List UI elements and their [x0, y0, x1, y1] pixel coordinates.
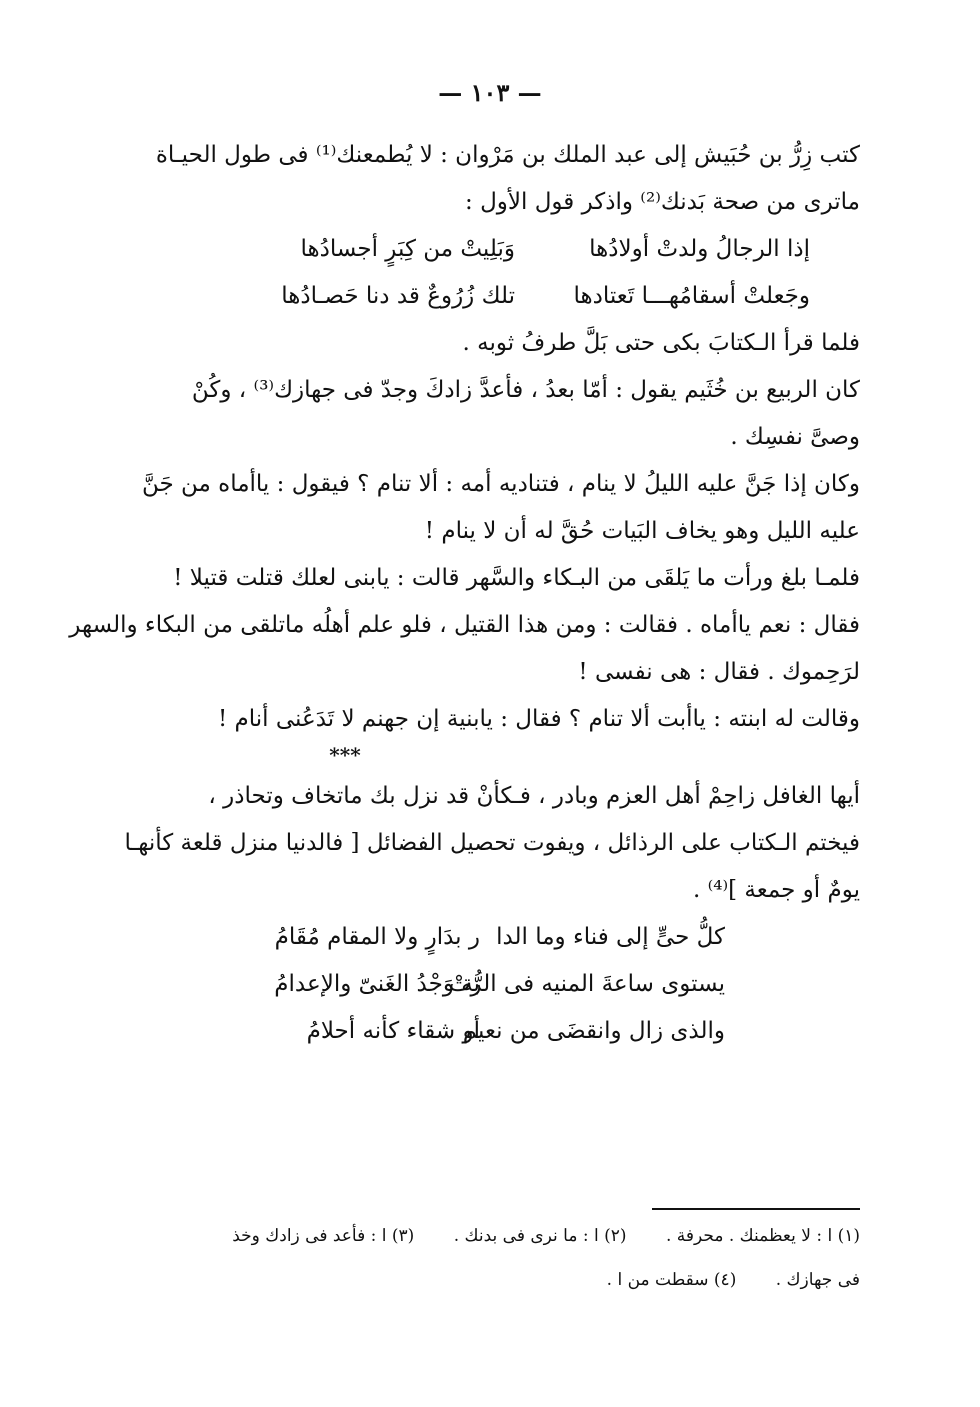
- footnotes: [130, 1214, 860, 1302]
- verse-second-hemistich: ر بدَارٍ ولا المقام مُقَامُ: [274, 924, 480, 950]
- paragraph-1-line-1: كتب زِرُّ بن حُبَيش إلى عبد الملك بن مَرْوان : لا يُطمعنك⁽¹⁾ فى طول الحيـاة: [155, 142, 860, 168]
- verse-second-hemistich: أو شقاء كأنه أحلامُ: [306, 1018, 480, 1044]
- paragraph-7-line-3: يومٌ أو جمعة ]⁽⁴⁾ .: [692, 877, 860, 903]
- footnote-line-2: [130, 1258, 860, 1302]
- verse-5: [130, 1008, 860, 1055]
- paragraph-5-line-1: فلمـا بلغ ورأت ما يَلقَى من البـكاء والسَّهر قالت : يابنى لعلك قتلت قتيلا !: [173, 565, 860, 591]
- verse-second-hemistich: وَبَلِيتْ من كِبَرٍ أجسادُها: [300, 236, 515, 262]
- main-text: [69, 132, 860, 1055]
- verse-second-hemistich: تلك زُرُوعٌ قد دنا حَصـادُها: [281, 283, 515, 309]
- verse-first-hemistich: والذى زال وانقضَى من نعيم: [462, 1018, 725, 1044]
- verse-1: [130, 226, 860, 273]
- verse-2: [130, 273, 860, 320]
- paragraph-6: وقالت له ابنته : ياأبت ألا تنام ؟ فقال : يابنية إن جهنم لا تَدَعُنى أنام !: [217, 706, 860, 732]
- footnote-3: (٣) ا : فأعد فى زادك وخذ: [232, 1226, 415, 1246]
- paragraph-2: فلما قرأ الـكتابَ بكى حتى بَلَّ طرفُ ثوبه .: [462, 330, 860, 356]
- paragraph-5-line-2: فقال : نعم ياأماه . فقالت : ومن هذا القتيل ، فلو علم أهلُه ماتلقى من البكاء والسهر: [69, 612, 860, 638]
- verse-first-hemistich: إذا الرجالُ ولدتْ أولادُها: [589, 236, 810, 262]
- footnote-3-continued: فى جهازك .: [775, 1270, 860, 1290]
- verse-first-hemistich: كلُّ حىٍّ إلى فناء وما الدا: [496, 924, 725, 950]
- footnote-4: (٤) سقطت من ا .: [606, 1270, 737, 1290]
- footnote-2: (٢) ا : ما نرى فى بدنك .: [453, 1226, 627, 1246]
- paragraph-3-line-2: وصىَّ نفسِك .: [730, 424, 860, 450]
- verse-second-hemistich: بة وَجْدُ الغَنىّ والإعدامُ: [274, 971, 480, 997]
- page-number: — ١٠٣ —: [438, 78, 542, 107]
- paragraph-3-line-1: كان الربيع بن خُثَيم يقول : أمّا بعدُ ، فأعدَّ زادكَ وجدّ فى جهازك⁽³⁾ ، وكُنْ: [191, 377, 860, 403]
- footnote-1: (١) ا : لا يعظمنك . محرفة .: [665, 1226, 860, 1246]
- verse-first-hemistich: وجَعلتْ أسقامُهـــا تَعتادها: [573, 283, 810, 309]
- verse-first-hemistich: يستوى ساعةَ المنيه فى الرُّتْ: [448, 971, 725, 997]
- verse-3: [130, 914, 860, 961]
- paragraph-1-line-2: ماترى من صحة بَدنك⁽²⁾ واذكر قول الأول :: [465, 189, 860, 215]
- paragraph-5-line-3: لرَحِموك . فقال : هى نفسى !: [578, 659, 860, 685]
- paragraph-4-line-2: عليه الليل وهو يخاف البَيات حُقَّ له أن لا ينام !: [424, 518, 860, 544]
- section-separator: ***: [329, 743, 361, 767]
- paragraph-7-line-1: أيها الغافل زاحِمْ أهل العزم وبادر ، فـكأنْ قد نزل بك ماتخاف وتحاذر ،: [208, 783, 860, 809]
- paragraph-4-line-1: وكان إذا جَنَّ عليه الليلُ لا ينام ، فتناديه أمه : ألا تنام ؟ فيقول : ياأماه من جَنَّ: [141, 471, 860, 497]
- paragraph-7-line-2: فيختم الـكتاب على الرذائل ، ويفوت تحصيل الفضائل [ فالدنيا منزل قلعة كأنهـا: [124, 830, 860, 856]
- footnote-line-1: [130, 1214, 860, 1258]
- footnote-divider: [652, 1208, 860, 1210]
- verse-4: [130, 961, 860, 1008]
